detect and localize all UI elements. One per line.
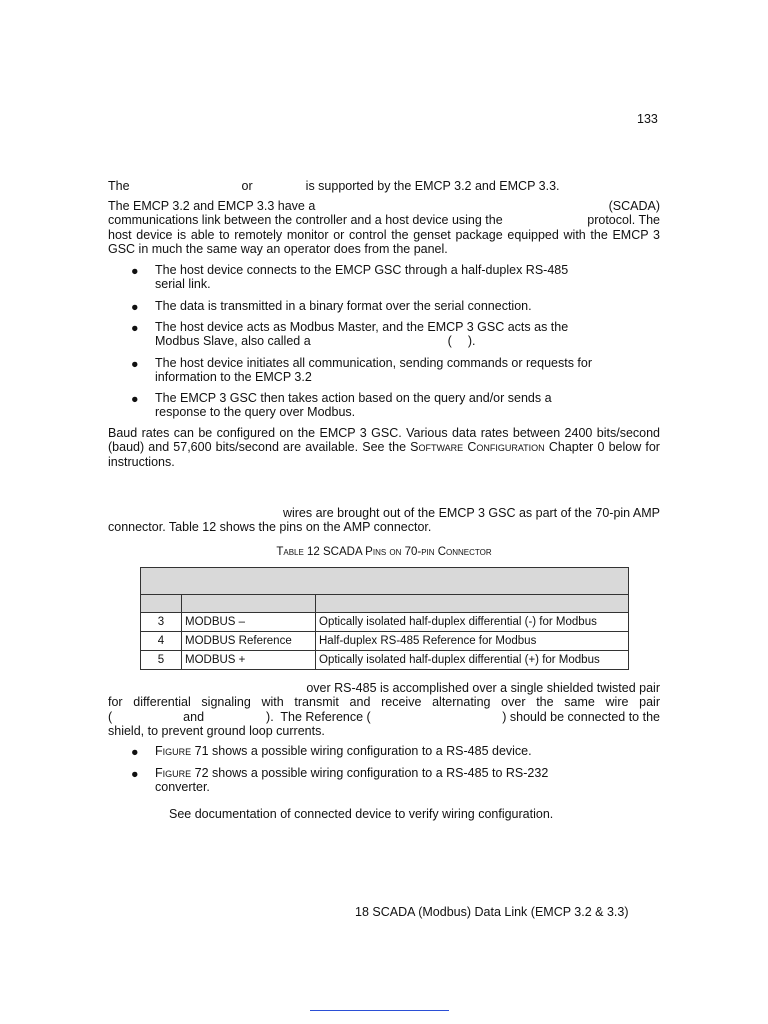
desc-cell: Optically isolated half-duplex differential (-) for Modbus [316,613,629,632]
figure-72-link[interactable]: Figure [155,766,192,780]
bullet-dot: ● [131,357,139,371]
intro-text-3: is supported by the EMCP 3.2 and EMCP 3.3. [305,179,560,193]
table-header-row [141,568,629,595]
rs485-line3-a: ( [108,709,113,724]
bullet-dot: ● [131,300,139,314]
note-text: See documentation of connected device to verify wiring configuration. [169,807,554,821]
baud-line3: Chapter 0 below for instructions. [108,440,660,469]
baud-text: Baud rates can be configured on the EMCP 3 GSC. Various data rates between 2400 bits/second (baud) and 57,600 bits/second are available. See the [108,426,660,455]
rs485-line3-d: ) should be connected to the [502,709,660,724]
footer-section-title: 18 SCADA (Modbus) Data Link (EMCP 3.2 & 3.3) [355,905,629,919]
baud-paragraph [108,426,660,469]
scada-pins-table [140,567,629,670]
desc-cell: Half-duplex RS-485 Reference for Modbus [316,632,629,651]
pin-cell: 3 [141,613,182,632]
table-row [141,651,629,670]
name-cell: MODBUS + [182,651,316,670]
table-subheader-cell [141,595,182,613]
bullet-3-line2 [155,334,635,348]
intro-text-1: The [108,179,130,193]
figure-71-link[interactable]: Figure [155,744,192,758]
rs485-paragraph [108,681,660,739]
para2-line2-a: communications link between the controller and a host device using the [108,213,503,228]
rs485-line2: for differential signaling with transmit and receive alternating over the same wire pair [108,695,660,710]
bullet-5: The EMCP 3 GSC then takes action based on the query and/or sends a response to the query over Modbus. [155,391,552,420]
rs485-line4: shield, to prevent ground loop currents. [108,724,325,739]
page-number: 133 [637,112,658,126]
name-cell: MODBUS – [182,613,316,632]
bullet-dot: ● [131,321,139,335]
para2-line2-b: protocol. The [587,213,660,228]
figure-72-text: 72 shows a possible wiring configuration to a RS-485 to RS-232 [191,766,549,780]
bullet-dot: ● [131,745,139,759]
pin-cell: 4 [141,632,182,651]
table-row [141,613,629,632]
link-underline[interactable] [310,1010,449,1011]
bullet-dot: ● [131,392,139,406]
wires-paragraph [108,506,660,535]
rs485-line3 [108,710,660,724]
table-caption: Table 12 SCADA Pins on 70-pin Connector [276,546,492,558]
bullet-3-line1: The host device acts as Modbus Master, and the EMCP 3 GSC acts as the [155,320,569,334]
figure-72-line2: converter. [155,780,210,795]
bullet-3-text-c: ). [467,334,476,349]
pin-cell: 5 [141,651,182,670]
table-row [141,632,629,651]
bullet-2: The data is transmitted in a binary format over the serial connection. [155,299,532,313]
para2-line1-a: The EMCP 3.2 and EMCP 3.3 have a [108,199,316,213]
bullet-dot: ● [131,767,139,781]
figure-72-bullet [155,766,635,795]
bullet-3-text-b: ( [447,334,452,349]
rs485-line3-c: ). The Reference ( [266,709,371,724]
table-subheader-cell [316,595,629,613]
table-header-cell [141,568,629,595]
software-configuration-link[interactable]: Software Configuration [410,440,545,455]
rs485-line1: over RS-485 is accomplished over a single shielded twisted pair [306,681,660,695]
bullet-4: The host device initiates all communication, sending commands or requests for information to the EMCP 3.2 [155,356,593,385]
name-cell: MODBUS Reference [182,632,316,651]
wires-line1: wires are brought out of the EMCP 3 GSC as part of the 70-pin AMP [282,506,660,520]
figure-71-text: 71 shows a possible wiring configuration to a RS-485 device. [191,744,532,758]
bullet-dot: ● [131,264,139,278]
scada-paragraph [108,199,660,257]
table-subheader-row [141,595,629,613]
intro-line [108,179,560,193]
table-subheader-cell [182,595,316,613]
rs485-line3-b: and [183,709,205,724]
para2-rest: host device is able to remotely monitor or control the genset package equipped with the EMCP 3 GSC in much the same way an operator does from the panel. [108,227,660,257]
bullet-1: The host device connects to the EMCP GSC through a half-duplex RS-485 serial link. [155,263,569,292]
para2-line1-b: (SCADA) [608,199,660,213]
intro-text-2: or [241,179,253,193]
bullet-3 [155,320,635,349]
desc-cell: Optically isolated half-duplex differential (+) for Modbus [316,651,629,670]
bullet-3-text-a: Modbus Slave, also called a [155,334,311,349]
wires-line2: connector. Table 12 shows the pins on the AMP connector. [108,520,432,535]
figure-71-bullet [155,744,635,758]
